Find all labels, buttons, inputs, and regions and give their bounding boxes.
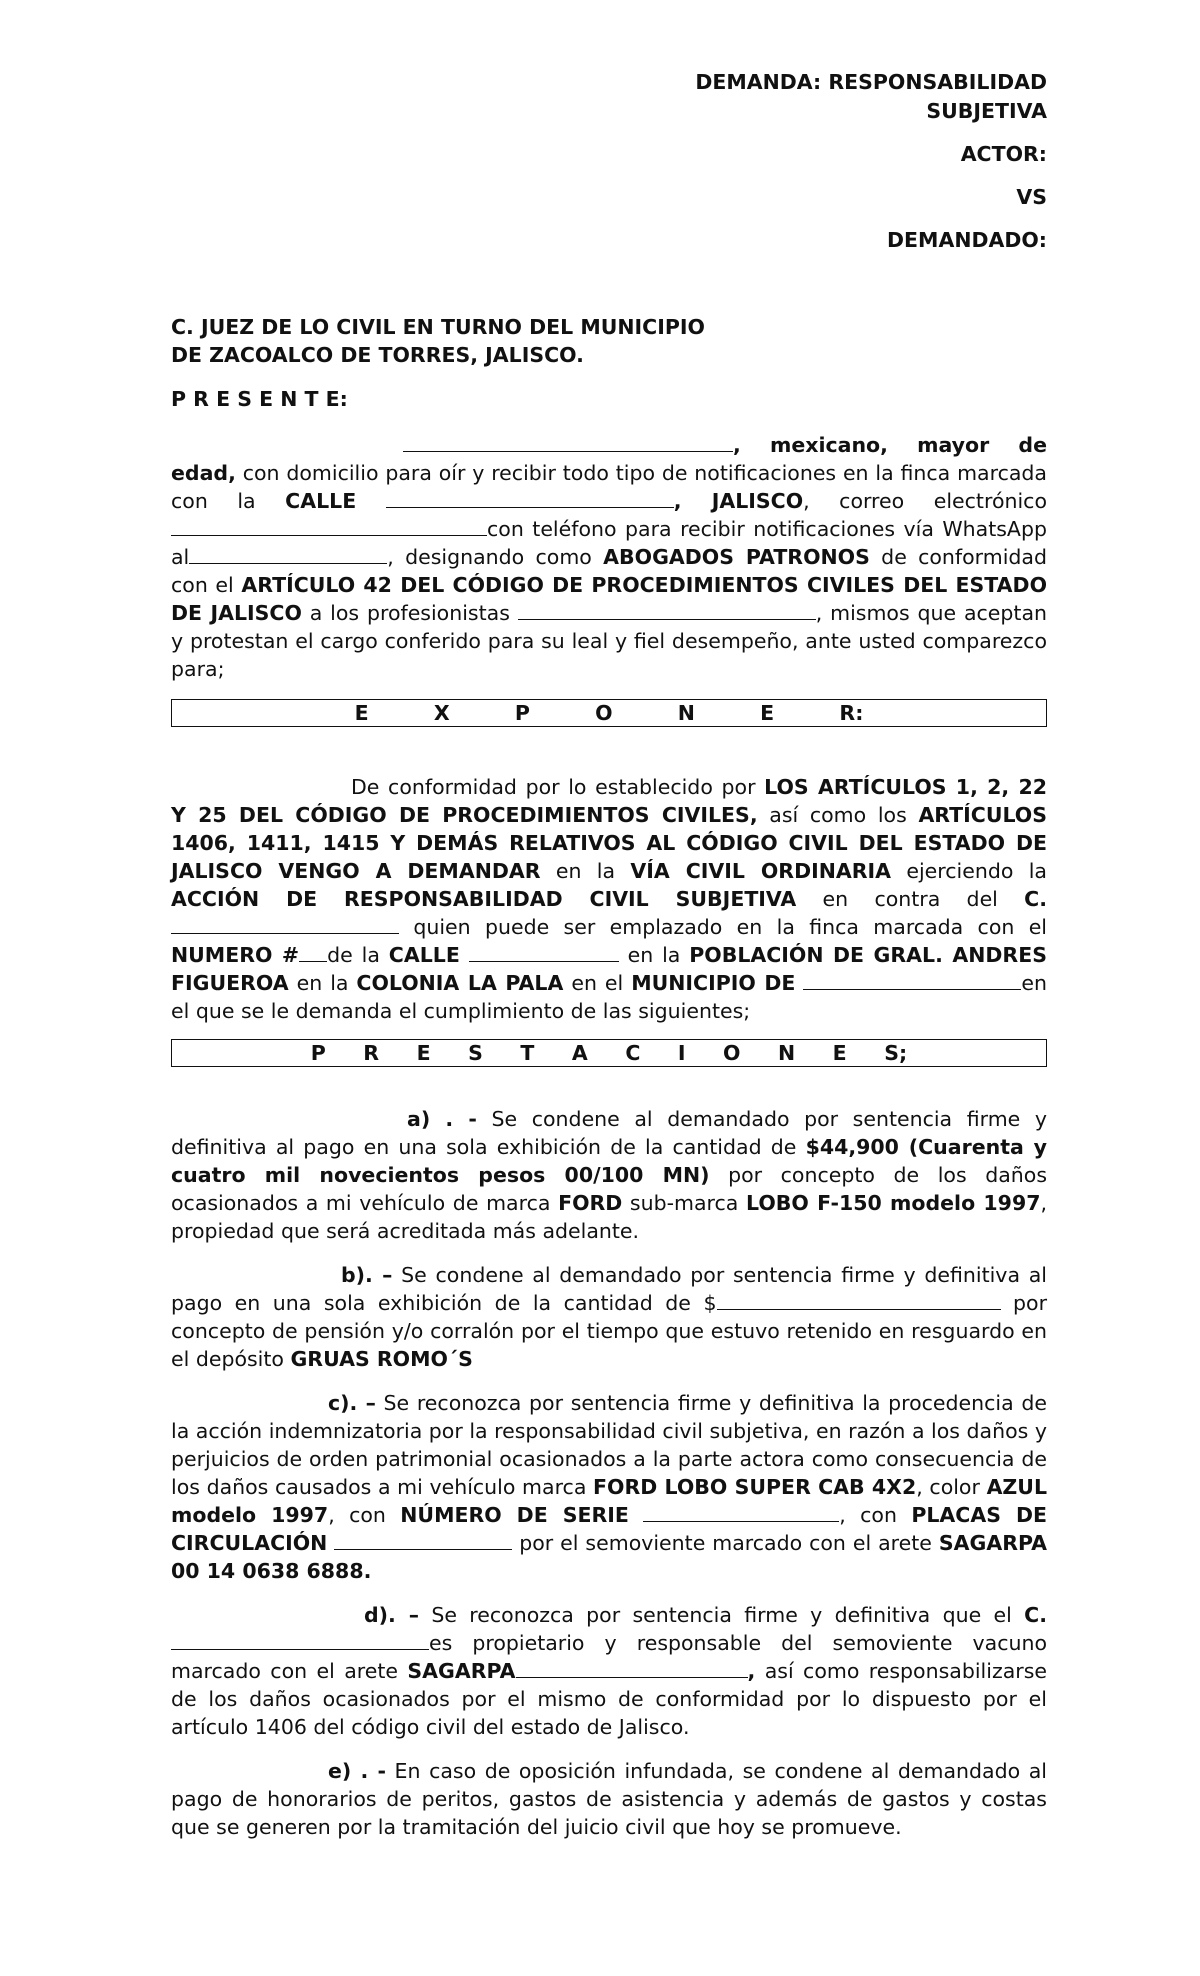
- blank-defendant-name: [171, 913, 399, 934]
- prestacion-b: b). – Se condene al demandado por sentencia firme y definitiva al pago en una sola exhibición de la cantidad de $ por concepto de pensión y/o corralón por el tiempo que estuvo retenido en resguardo en el depósito GRUAS ROMO´S: [171, 1263, 1048, 1371]
- blank-numero: [299, 941, 327, 962]
- blank-profesionistas: [518, 599, 816, 620]
- blank-email: [171, 515, 487, 536]
- header-actor: ACTOR:: [960, 142, 1047, 166]
- prestacion-a: a) . - Se condene al demandado por sentencia firme y definitiva al pago en una sola exhibición de la cantidad de $44,900 (Cuarenta y cuatro mil novecientos pesos 00/100 MN) por concepto de los daños ocasionados a mi vehículo de marca FORD sub-marca LOBO F-150 modelo 1997, propiedad que será acreditada más adelante.: [171, 1107, 1048, 1243]
- prestacion-c: c). – Se reconozca por sentencia firme y definitiva la procedencia de la acción indemnizatoria por la responsabilidad civil subjetiva, en razón a los daños y perjuicios de orden patrimonial ocasionados a la parte actora como consecuencia de los daños causados a mi vehículo marca FORD LOBO SUPER CAB 4X2, color AZUL modelo 1997, con NÚMERO DE SERIE , con PLACAS DE CIRCULACIÓN por el semoviente marcado con el arete SAGARPA 00 14 0638 6888.: [171, 1391, 1048, 1583]
- header-demanda: DEMANDA: RESPONSABILIDAD: [695, 70, 1047, 94]
- addressee: [171, 313, 1047, 413]
- blank-calle: [386, 487, 674, 508]
- blank-placas: [334, 1529, 512, 1550]
- exponer-paragraph: De conformidad por lo establecido por LOS ARTÍCULOS 1, 2, 22 Y 25 DEL CÓDIGO DE PROCEDIMIENTOS CIVILES, así como los ARTÍCULOS 1406, 1411, 1415 Y DEMÁS RELATIVOS AL CÓDIGO CIVIL DEL ESTADO DE JALISCO VENGO A DEMANDAR en la VÍA CIVIL ORDINARIA ejerciendo la ACCIÓN DE RESPONSABILIDAD CIVIL SUBJETIVA en contra del C. quien puede ser emplazado en la finca marcada con el NUMERO # de la CALLE en la POBLACIÓN DE GRAL. ANDRES FIGUEROA en la COLONIA LA PALA en el MUNICIPIO DE en el que se le demanda el cumplimiento de las siguientes;: [171, 775, 1048, 1023]
- document-page: [171, 68, 1047, 1841]
- prestaciones-heading: P R E S T A C I O N E S;: [171, 1039, 1047, 1067]
- prestacion-d: d). – Se reconozca por sentencia firme y definitiva que el C. es propietario y responsable del semoviente vacuno marcado con el arete SAGARPA , así como responsabilizarse de los daños ocasionados por el mismo de conformidad por lo dispuesto por el artículo 1406 del código civil del estado de Jalisco.: [171, 1603, 1047, 1739]
- blank-propietario: [171, 1629, 429, 1650]
- blank-numero-serie: [643, 1501, 839, 1522]
- blank-municipio: [803, 969, 1021, 990]
- blank-whatsapp: [189, 543, 387, 564]
- prestacion-e: e) . - En caso de oposición infundada, se condene al demandado al pago de honorarios de peritos, gastos de asistencia y además de gastos y costas que se generen por la tramitación del juicio civil que hoy se promueve.: [171, 1759, 1047, 1839]
- presente: P R E S E N T E:: [171, 387, 348, 411]
- blank-calle-defendant: [469, 941, 619, 962]
- header-demandado: DEMANDADO:: [887, 228, 1047, 252]
- header-subjetiva: SUBJETIVA: [926, 99, 1047, 123]
- blank-cantidad: [717, 1289, 1001, 1310]
- intro-paragraph: , mexicano, mayor de edad, con domicilio para oír y recibir todo tipo de notificaciones en la finca marcada con la CALLE , JALISCO, correo electrónico con teléfono para recibir notificaciones vía WhatsApp al , designando como ABOGADOS PATRONOS de conformidad con el ARTÍCULO 42 DEL CÓDIGO DE PROCEDIMIENTOS CIVILES DEL ESTADO DE JALISCO a los profesionistas , mismos que aceptan y protestan el cargo conferido para su leal y fiel desempeño, ante usted comparezco para;: [171, 433, 1048, 681]
- blank-arete: [516, 1657, 748, 1678]
- case-header: [171, 68, 1047, 255]
- addressee-line-1: C. JUEZ DE LO CIVIL EN TURNO DEL MUNICIPIO: [171, 315, 705, 339]
- blank-plaintiff-name: [403, 431, 733, 452]
- header-vs: VS: [1016, 185, 1047, 209]
- exponer-heading: E X P O N E R:: [171, 699, 1047, 727]
- addressee-line-2: DE ZACOALCO DE TORRES, JALISCO.: [171, 343, 584, 367]
